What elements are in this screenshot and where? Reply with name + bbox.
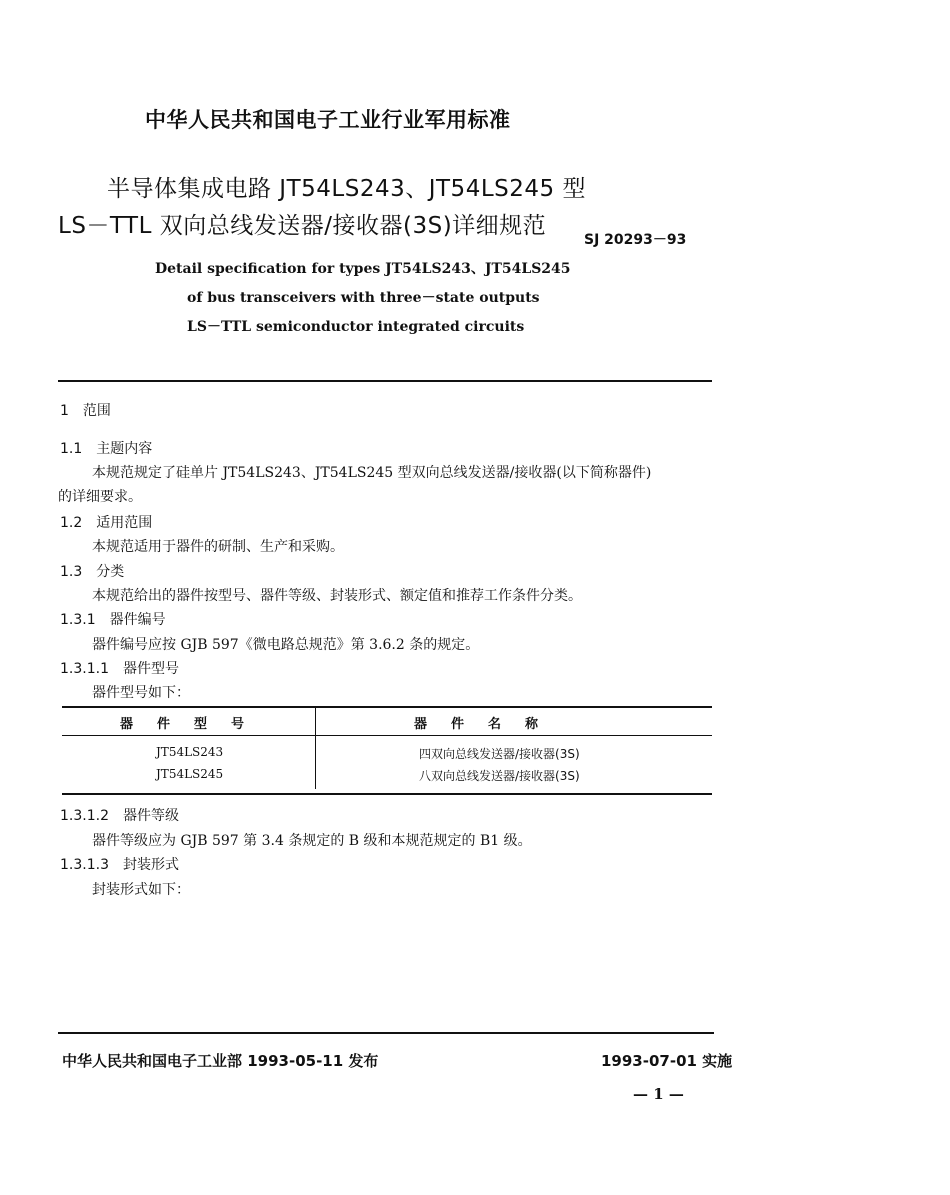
table-column-divider — [315, 708, 316, 789]
table-cell-name: 四双向总线发送器/接收器(3S) — [419, 747, 580, 761]
section-1-2-text: 本规范适用于器件的研制、生产和采购。 — [92, 539, 344, 555]
standard-organization-header: 中华人民共和国电子工业行业军用标准 — [145, 108, 511, 132]
section-1-3-1-heading: 1.3.1 器件编号 — [60, 612, 166, 628]
effective-date: 1993-07-01 实施 — [601, 1052, 733, 1070]
section-1-3-1-2-heading: 1.3.1.2 器件等级 — [60, 808, 179, 824]
issue-date: 中华人民共和国电子工业部 1993-05-11 发布 — [62, 1052, 379, 1070]
document-title-line-2: LS－TTL 双向总线发送器/接收器(3S)详细规范 — [58, 213, 547, 239]
section-1-1-text-line-1: 本规范规定了硅单片 JT54LS243、JT54LS245 型双向总线发送器/接收器(以下简称器件) — [92, 465, 652, 481]
english-title-line-3: LS－TTL semiconductor integrated circuits — [187, 319, 525, 335]
document-title-line-1: 半导体集成电路 JT54LS243、JT54LS245 型 — [107, 176, 586, 202]
table-header-name: 器件名称 — [414, 717, 563, 732]
header-divider — [58, 380, 712, 382]
device-model-table — [62, 706, 712, 795]
section-1-heading: 1 范围 — [60, 403, 111, 419]
section-1-3-1-2-text: 器件等级应为 GJB 597 第 3.4 条规定的 B 级和本规范规定的 B1 级。 — [92, 833, 532, 849]
english-title-line-1: Detail specification for types JT54LS243、JT54LS245 — [155, 261, 571, 277]
section-1-3-heading: 1.3 分类 — [60, 564, 125, 580]
english-title-line-2: of bus transceivers with three－state outputs — [187, 290, 540, 306]
page-number: — 1 — — [633, 1085, 684, 1103]
section-1-1-heading: 1.1 主题内容 — [60, 441, 153, 457]
table-cell-name: 八双向总线发送器/接收器(3S) — [419, 769, 580, 783]
section-1-3-1-3-heading: 1.3.1.3 封装形式 — [60, 857, 179, 873]
table-cell-model: JT54LS245 — [156, 767, 224, 781]
section-1-3-1-3-text: 封装形式如下： — [92, 882, 190, 898]
section-1-3-text: 本规范给出的器件按型号、器件等级、封装形式、额定值和推荐工作条件分类。 — [92, 588, 582, 604]
section-1-3-1-text: 器件编号应按 GJB 597《微电路总规范》第 3.6.2 条的规定。 — [92, 637, 480, 653]
table-header-model: 器件型号 — [120, 717, 269, 732]
table-cell-model: JT54LS243 — [156, 745, 224, 759]
section-1-2-heading: 1.2 适用范围 — [60, 515, 153, 531]
section-1-3-1-1-heading: 1.3.1.1 器件型号 — [60, 661, 179, 677]
footer-divider — [58, 1032, 714, 1034]
section-1-1-text-line-2: 的详细要求。 — [58, 489, 142, 505]
section-1-3-1-1-text: 器件型号如下： — [92, 685, 190, 701]
table-header-rule — [62, 735, 712, 736]
standard-number: SJ 20293－93 — [584, 232, 687, 248]
